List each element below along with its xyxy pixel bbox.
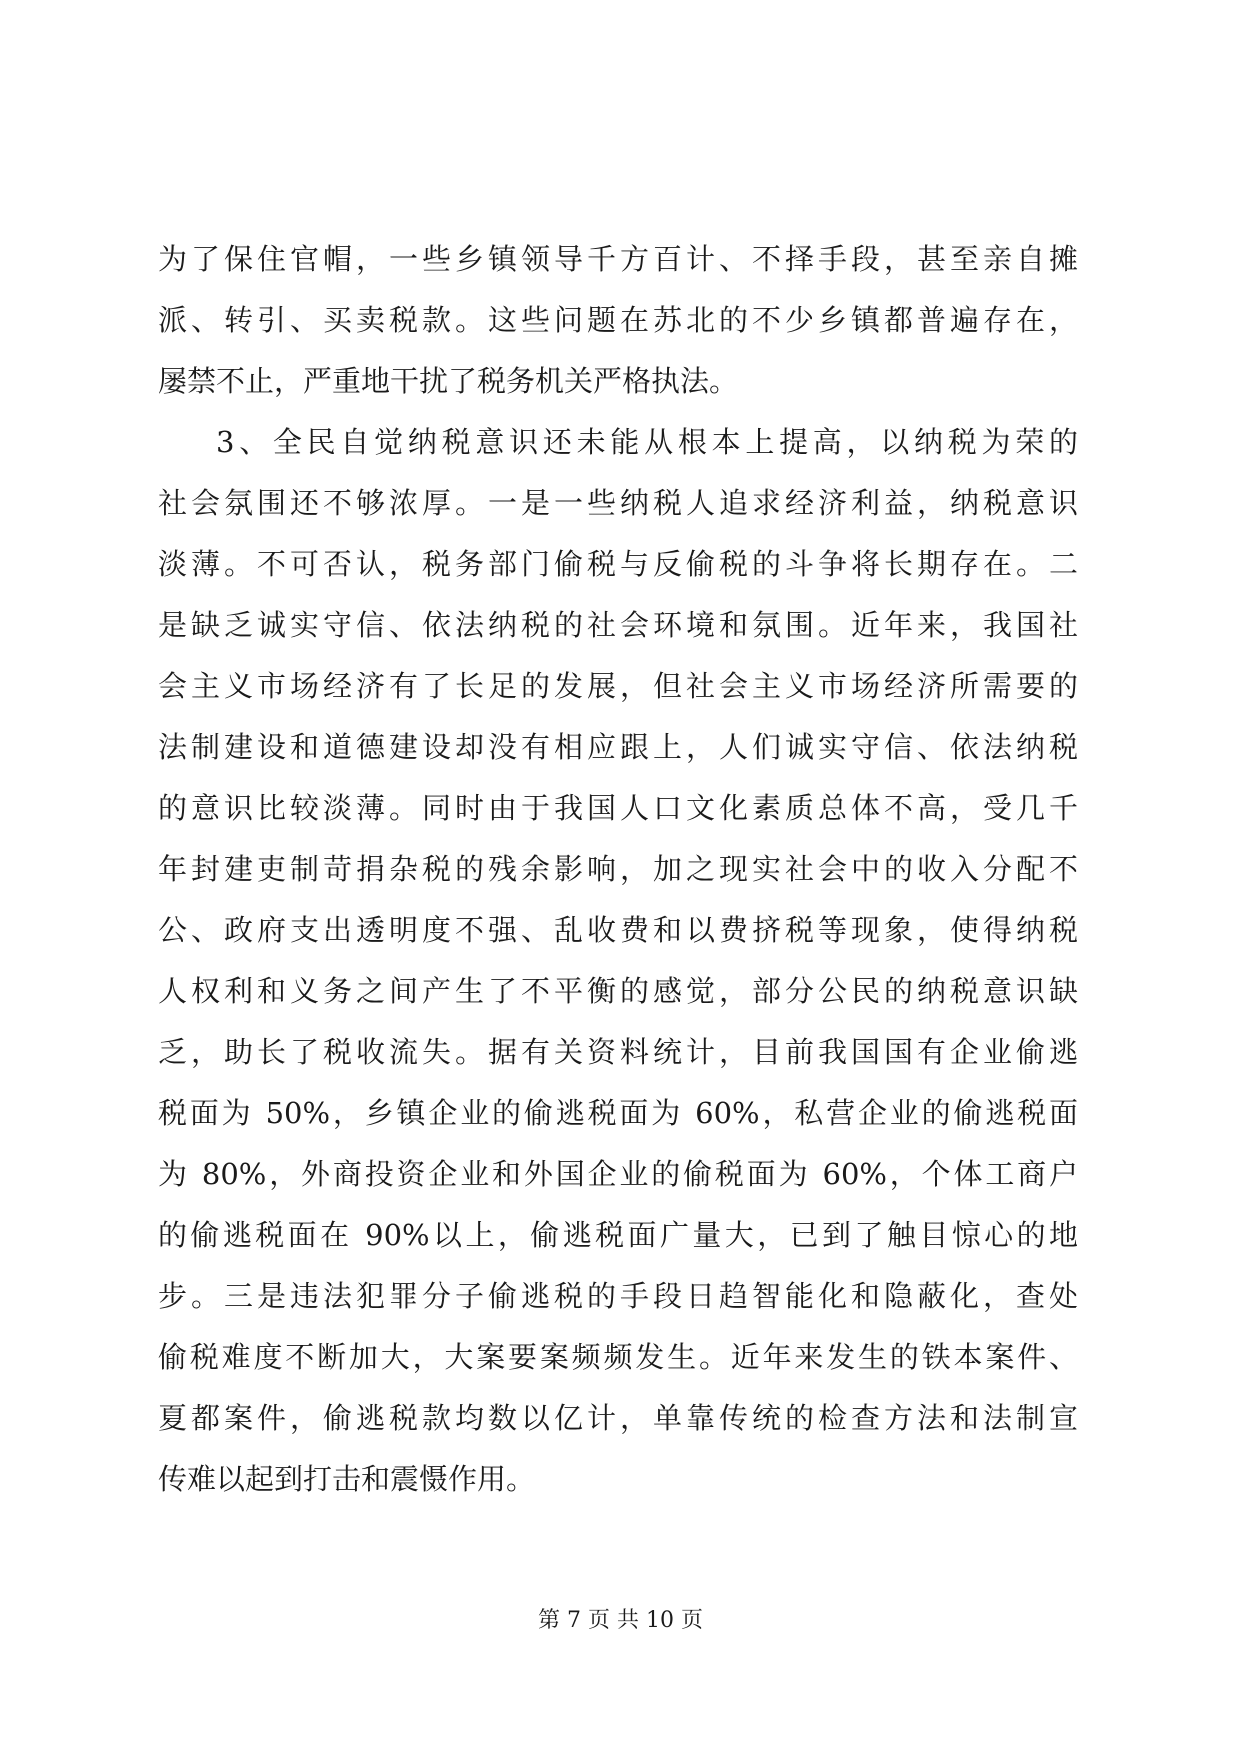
text-line: 偷税难度不断加大，大案要案频频发生。近年来发生的铁本案件、	[158, 1340, 1078, 1374]
text-line: 人权利和义务之间产生了不平衡的感觉，部分公民的纳税意识缺	[158, 974, 1078, 1008]
text-line: 乏，助长了税收流失。据有关资料统计，目前我国国有企业偷逃	[158, 1035, 1078, 1069]
document-body	[158, 229, 1078, 1510]
text-line: 的意识比较淡薄。同时由于我国人口文化素质总体不高，受几千	[158, 791, 1078, 825]
text-line: 淡薄。不可否认，税务部门偷税与反偷税的斗争将长期存在。二	[158, 547, 1078, 581]
text-line: 法制建设和道德建设却没有相应跟上，人们诚实守信、依法纳税	[158, 730, 1078, 764]
text-line: 是缺乏诚实守信、依法纳税的社会环境和氛围。近年来，我国社	[158, 608, 1078, 642]
text-line: 为了保住官帽，一些乡镇领导千方百计、不择手段，甚至亲自摊	[158, 242, 1078, 276]
text-line: 夏都案件，偷逃税款均数以亿计，单靠传统的检查方法和法制宣	[158, 1401, 1078, 1435]
text-line: 屡禁不止，严重地干扰了税务机关严格执法。	[158, 364, 739, 398]
paragraph-2	[158, 412, 1078, 1510]
text-line: 3、全民自觉纳税意识还未能从根本上提高，以纳税为荣的	[216, 425, 1078, 459]
text-line: 社会氛围还不够浓厚。一是一些纳税人追求经济利益，纳税意识	[158, 486, 1078, 520]
text-line: 税面为 50%，乡镇企业的偷逃税面为 60%，私营企业的偷逃税面	[158, 1096, 1078, 1130]
text-line: 传难以起到打击和震慑作用。	[158, 1462, 536, 1496]
text-line: 为 80%，外商投资企业和外国企业的偷税面为 60%，个体工商户	[158, 1157, 1078, 1191]
text-line: 年封建吏制苛捐杂税的残余影响，加之现实社会中的收入分配不	[158, 852, 1078, 886]
text-line: 公、政府支出透明度不强、乱收费和以费挤税等现象，使得纳税	[158, 913, 1078, 947]
text-line: 的偷逃税面在 90%以上，偷逃税面广量大，已到了触目惊心的地	[158, 1218, 1078, 1252]
page-footer: 第 7 页 共 10 页	[538, 1608, 703, 1633]
text-line: 步。三是违法犯罪分子偷逃税的手段日趋智能化和隐蔽化，查处	[158, 1279, 1078, 1313]
text-line: 会主义市场经济有了长足的发展，但社会主义市场经济所需要的	[158, 669, 1078, 703]
paragraph-1	[158, 229, 1078, 412]
text-line: 派、转引、买卖税款。这些问题在苏北的不少乡镇都普遍存在，	[158, 303, 1078, 337]
